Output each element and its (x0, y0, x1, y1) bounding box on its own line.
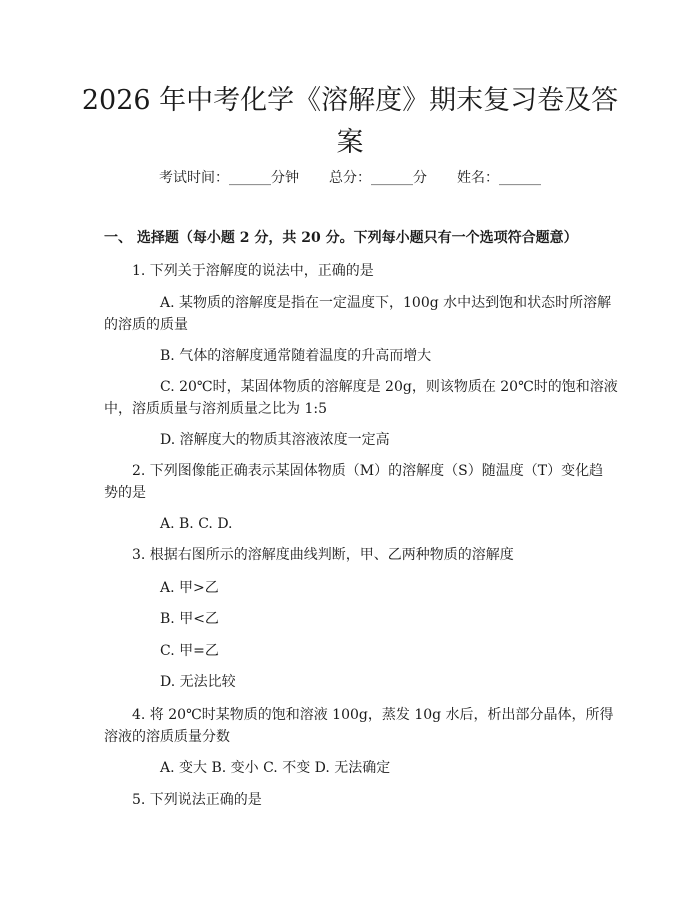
question-1-option-c: C. 20℃时，某固体物质的溶解度是 20g，则该物质在 20℃时的饱和溶液 (160, 379, 618, 395)
question-1-option-a-cont: 的溶质的质量 (104, 317, 188, 333)
question-1-stem: 1. 下列关于溶解度的说法中，正确的是 (132, 263, 374, 279)
title-line-1: 2026 年中考化学《溶解度》期末复习卷及答 (81, 85, 619, 116)
question-2-stem: 2. 下列图像能正确表示某固体物质（M）的溶解度（S）随温度（T）变化趋 (132, 463, 604, 479)
question-1-option-a: A. 某物质的溶解度是指在一定温度下，100g 水中达到饱和状态时所溶解 (160, 295, 612, 311)
question-4-stem: 4. 将 20℃时某物质的饱和溶液 100g，蒸发 10g 水后，析出部分晶体，所得 (132, 707, 614, 723)
question-2-options: A. B. C. D. (160, 516, 233, 532)
question-4-stem-cont: 溶液的溶质质量分数 (104, 729, 230, 745)
question-3-option-a: A. 甲>乙 (160, 580, 219, 596)
title-line-2: 案 (336, 127, 364, 158)
total-score-field: 总分：______分 (329, 170, 427, 186)
question-1-option-c-cont: 中，溶质质量与溶剂质量之比为 1:5 (104, 401, 327, 417)
student-name-field: 姓名：______ (457, 170, 541, 186)
question-3-option-d: D. 无法比较 (160, 674, 236, 690)
page-title (60, 80, 640, 164)
question-4-options: A. 变大 B. 变小 C. 不变 D. 无法确定 (160, 760, 391, 776)
exam-meta (0, 167, 700, 189)
question-2-stem-cont: 势的是 (104, 485, 146, 501)
question-5-stem: 5. 下列说法正确的是 (132, 792, 262, 808)
question-3-option-c: C. 甲=乙 (160, 643, 219, 659)
question-3-option-b: B. 甲<乙 (160, 611, 219, 627)
question-1-option-d: D. 溶解度大的物质其溶液浓度一定高 (160, 432, 390, 448)
section-heading-choice: 一、 选择题（每小题 2 分，共 20 分。下列每小题只有一个选项符合题意） (104, 230, 578, 246)
question-3-stem: 3. 根据右图所示的溶解度曲线判断，甲、乙两种物质的溶解度 (132, 547, 514, 563)
question-1-option-b: B. 气体的溶解度通常随着温度的升高而增大 (160, 348, 432, 364)
exam-time-field: 考试时间：______分钟 (159, 170, 299, 186)
